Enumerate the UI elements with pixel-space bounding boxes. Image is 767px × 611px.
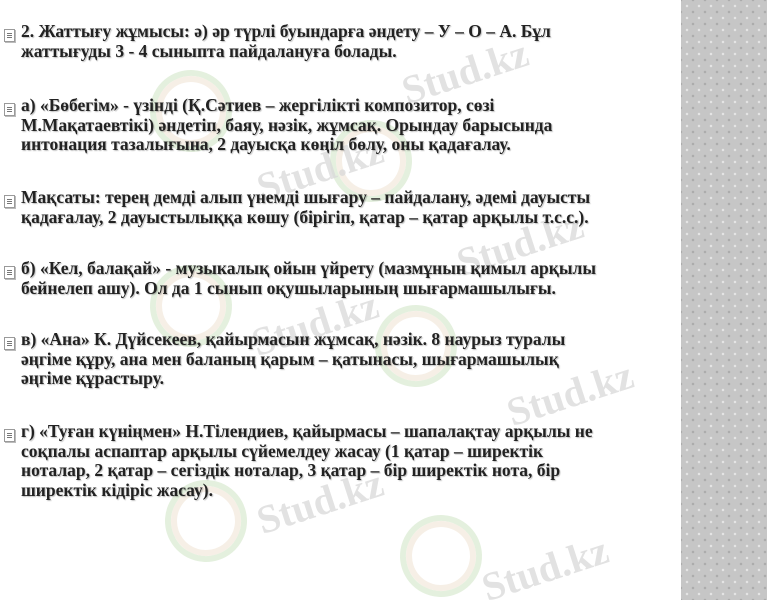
paragraph-text: г) «Туған күніңмен» Н.Тілендиев, қайырмасы – шапалақтау арқылы не соқпалы аспаптар арқылы сүйемелдеу жасау (1 қатар – ширектік ноталар, 2 қатар – сегіздік ноталар, 3 қатар – бір ширектік нота, бір ширектік кідіріс жасау). [21,421,593,500]
watermark-text: Stud.kz [476,527,614,610]
paragraph-text: в) «Ана» К. Дүйсекеев, қайырмасын жұмсақ, нәзік. 8 наурыз туралы әңгіме құру, ана мен баланың қарым – қатынасы, шығармашылық әңгіме құрастыру. [21,329,566,388]
watermark-text: Stud.kz [251,460,389,543]
watermark-text: Stud.kz [396,30,534,113]
document-bullet-icon [4,337,15,350]
paragraph-text: а) «Бөбегім» - үзінді (Қ.Сәтиев – жергілікті композитор, сөзі М.Мақатаевтікі) әндетіп, баяу, нәзік, жұмсақ. Орындау барысында интонация тазалығына, 2 дауысқа көңіл бөлу, оны қадағалау. [21,95,553,154]
watermark-logo-icon [389,504,492,607]
document-bullet-icon [4,266,15,279]
watermark-text: Stud.kz [246,282,384,365]
watermark-text: Stud.kz [451,202,589,285]
decorative-side-panel [681,0,767,600]
paragraph-text: Мақсаты: терең демді алып үнемді шығару – пайдалану, әдемі дауысты қадағалау, 2 дауыстылыққа көшу (бірігіп, қатар – қатар арқылы т.с.с.). [21,187,591,227]
document-bullet-icon [4,103,15,116]
watermark-text: Stud.kz [501,352,639,435]
watermark-text: Stud.kz [251,127,389,210]
document-bullet-icon [4,29,15,42]
paragraph-text: б) «Кел, балақай» - музыкалық ойын үйрету (мазмұнын қимыл арқылы бейнелеп ашу). Ол да 1 сынып оқушыларының шығармашылығы. [21,258,597,298]
paragraph-text: 2. Жаттығу жұмысы: ә) әр түрлі буындарға әндету – У – О – А. Бұл жаттығуды 3 - 4 сыныпта пайдалануға болады. [21,21,551,61]
document-bullet-icon [4,195,15,208]
document-bullet-icon [4,429,15,442]
